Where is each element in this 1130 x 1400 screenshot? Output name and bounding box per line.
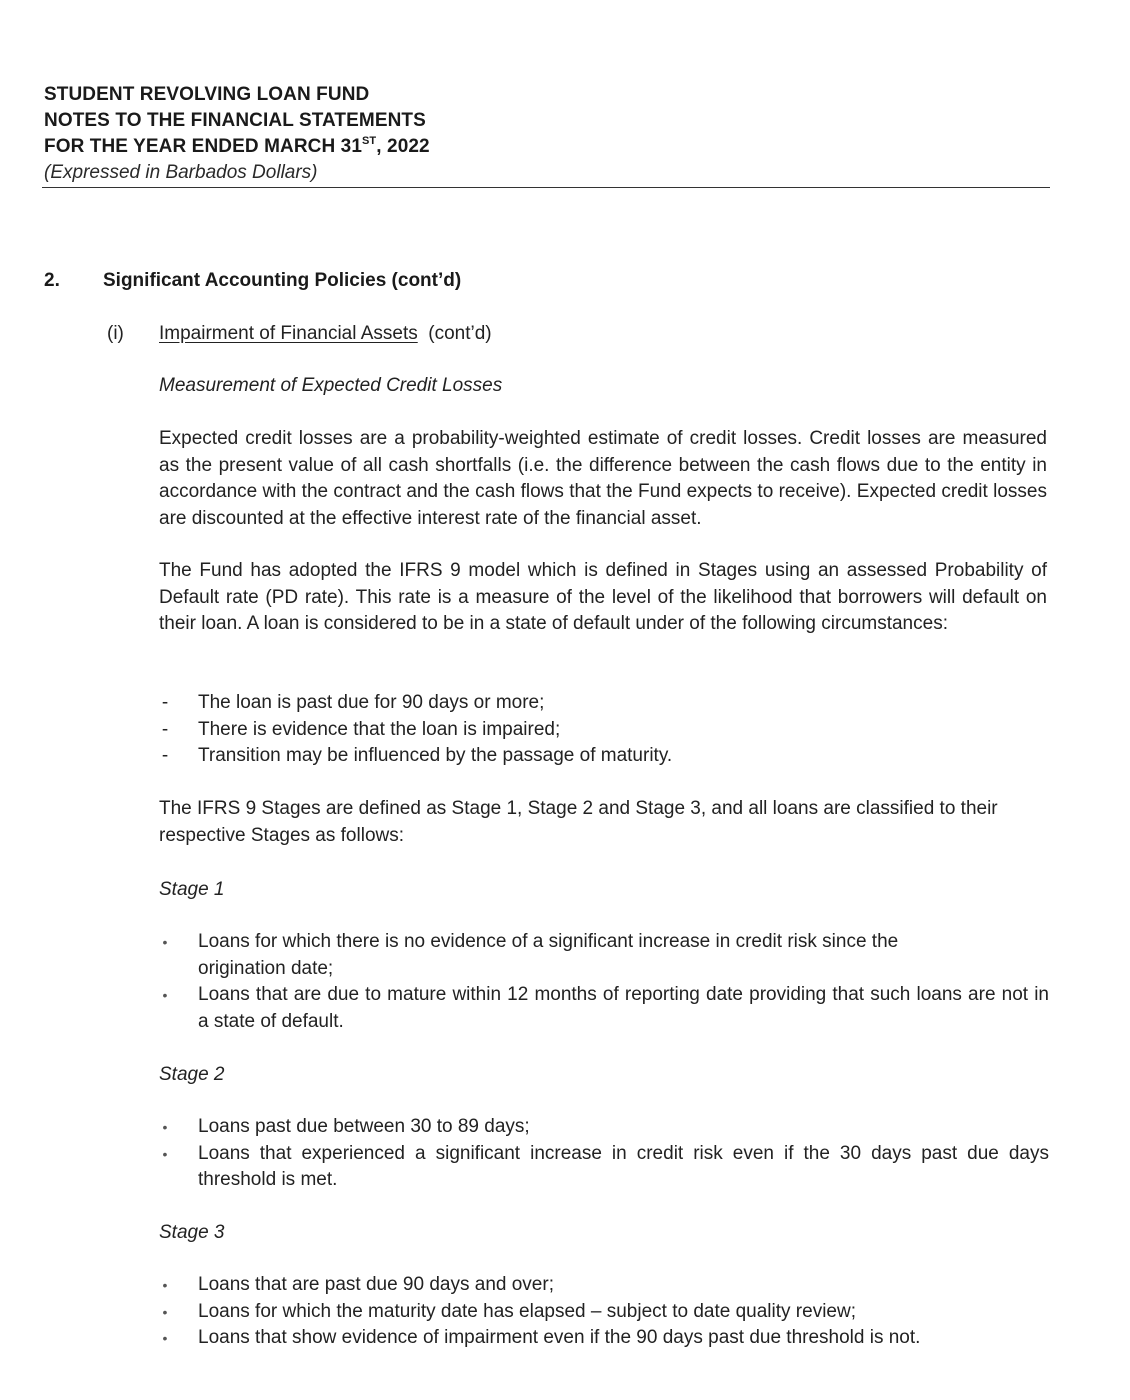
default-circumstances-list [159, 690, 1049, 770]
bullet-icon: • [162, 1145, 168, 1162]
year-ended-prefix: FOR THE YEAR ENDED MARCH 31 [44, 136, 362, 157]
subsection-suffix: (cont’d) [428, 323, 492, 344]
bullet-icon: • [162, 1303, 168, 1320]
list-item: - There is evidence that the loan is impaired; [159, 717, 1049, 744]
notes-title: NOTES TO THE FINANCIAL STATEMENTS [44, 110, 426, 131]
stage-3-heading: Stage 3 [159, 1222, 225, 1243]
list-item: • Loans for which there is no evidence of a significant increase in credit risk since the origination date; [159, 929, 1049, 982]
paragraph-ifrs9-stages: The IFRS 9 Stages are defined as Stage 1, Stage 2 and Stage 3, and all loans are classified to their respective Stages as follows: [159, 798, 998, 846]
stage-3-list [159, 1272, 1049, 1352]
list-item: • Loans that are due to mature within 12 months of reporting date providing that such loans are not in a state of default. [159, 982, 1049, 1035]
list-item: • Loans for which the maturity date has elapsed – subject to date quality review; [159, 1299, 1049, 1326]
list-item: • Loans that are past due 90 days and over; [159, 1272, 1049, 1299]
subsection-title: Impairment of Financial Assets [159, 323, 418, 344]
currency-note: (Expressed in Barbados Dollars) [44, 162, 318, 183]
document-header [44, 82, 1050, 186]
subsection-heading [159, 321, 492, 347]
dash-marker: - [161, 718, 169, 740]
fund-name: STUDENT REVOLVING LOAN FUND [44, 84, 370, 105]
bullet-icon: • [162, 934, 168, 950]
bullet-icon: • [162, 1119, 168, 1135]
ordinal-suffix: ST [362, 134, 377, 147]
stage-1-list [159, 929, 1049, 1035]
stage-2-list [159, 1114, 1049, 1194]
paragraph-ifrs9-model: The Fund has adopted the IFRS 9 model which is defined in Stages using an assessed Probability of Default rate (PD rate). This rate is a measure of the level of the likelihood that borrowers will default on their loan. A loan is considered to be in a state of default under of the following circumstances: [159, 560, 1047, 634]
measurement-heading: Measurement of Expected Credit Losses [159, 375, 503, 396]
list-item: • Loans that show evidence of impairment even if the 90 days past due threshold is not. [159, 1325, 1049, 1352]
bullet-icon: • [162, 1330, 168, 1346]
section-number: 2. [44, 270, 60, 291]
header-divider [42, 187, 1050, 188]
dash-marker: - [161, 745, 169, 766]
list-item: • Loans past due between 30 to 89 days; [159, 1114, 1049, 1141]
list-item: - The loan is past due for 90 days or more; [159, 690, 1049, 717]
list-item: • Loans that experienced a significant increase in credit risk even if the 30 days past due days threshold is met. [159, 1141, 1049, 1194]
stage-1-heading: Stage 1 [159, 879, 225, 900]
year-ended-line [44, 134, 1050, 160]
section-title: Significant Accounting Policies (cont’d) [103, 270, 462, 291]
subsection-marker: (i) [107, 323, 124, 344]
list-item: - Transition may be influenced by the passage of maturity. [159, 743, 1049, 770]
stage-2-heading: Stage 2 [159, 1064, 225, 1085]
paragraph-expected-credit-losses: Expected credit losses are a probability-weighted estimate of credit losses. Credit losses are measured as the present value of all cash shortfalls (i.e. the difference between the cash flows due to the entity in accordance with the contract and the cash flows that the Fund expects to receive). Expected credit losses are discounted at the effective interest rate of the financial asset. [159, 428, 1047, 529]
bullet-icon: • [162, 1277, 168, 1293]
year-ended-suffix: , 2022 [376, 136, 430, 157]
bullet-icon: • [162, 987, 168, 1003]
dash-marker: - [161, 692, 169, 713]
